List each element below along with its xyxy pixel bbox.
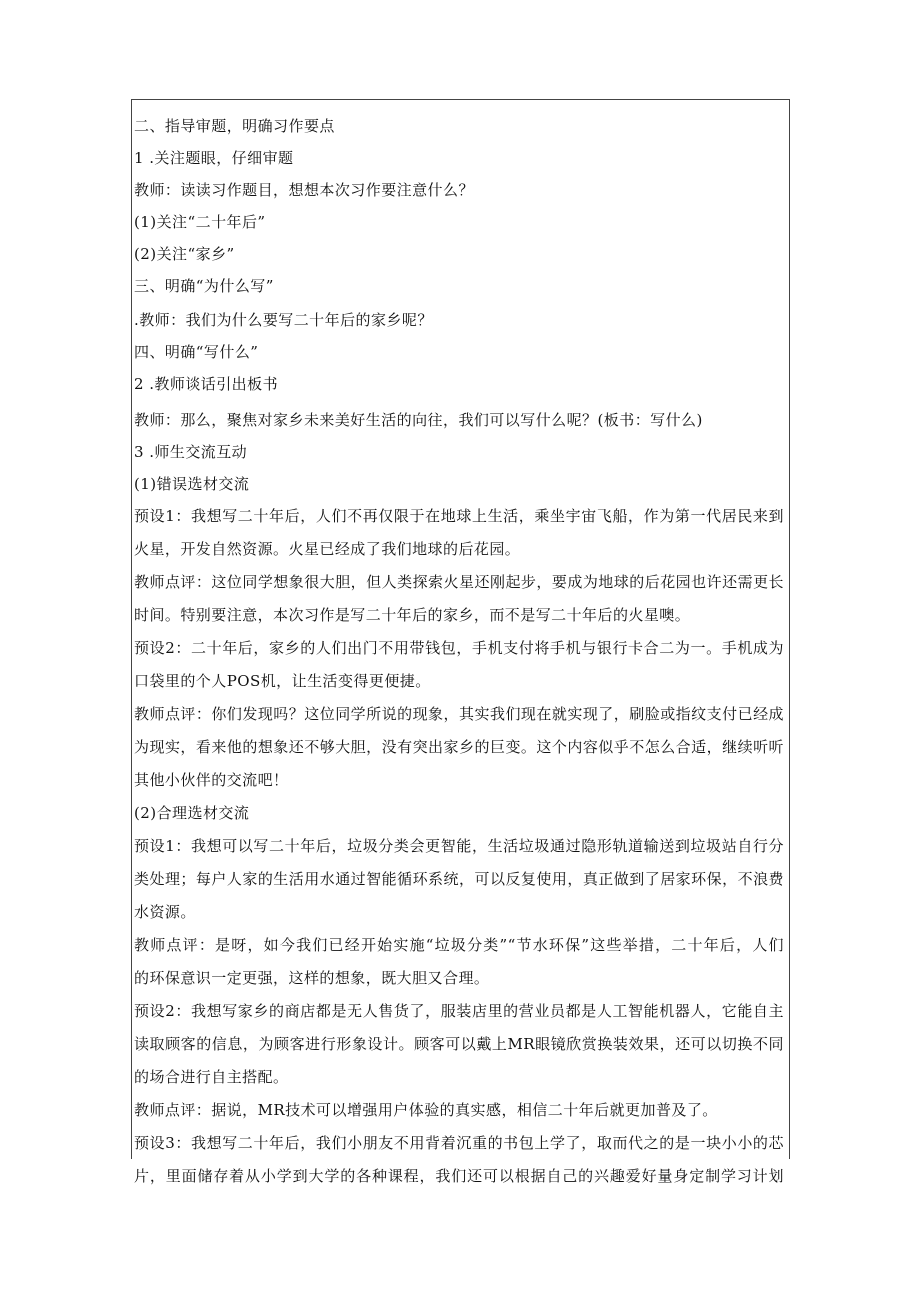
- paragraph-line: 读取顾客的信息，为顾客进行形象设计。顾客可以戴上MR眼镜欣赏换装效果，还可以切换不同: [134, 1035, 784, 1053]
- paragraph-line: 为现实，看来他的想象还不够大胆，没有突出家乡的巨变。这个内容似乎不怎么合适，继续听听: [134, 738, 784, 756]
- paragraph-line: 教师点评：这位同学想象很大胆，但人类探索火星还刚起步，要成为地球的后花园也许还需更长: [134, 573, 784, 591]
- paragraph-line: 片，里面储存着从小学到大学的各种课程，我们还可以根据自己的兴趣爱好量身定制学习计划: [134, 1167, 784, 1185]
- paragraph-line: 其他小伙伴的交流吧！: [134, 771, 289, 789]
- sub-point: (2)合理选材交流: [134, 804, 250, 822]
- sub-point: (1)关注“二十年后”: [134, 213, 266, 231]
- numbered-step: 1 .关注题眼，仔细审题: [134, 149, 294, 167]
- paragraph-line: 火星，开发自然资源。火星已经成了我们地球的后花园。: [134, 540, 521, 558]
- sub-point: (2)关注“家乡”: [134, 245, 235, 263]
- paragraph-line: 教师点评：是呀，如今我们已经开始实施“垃圾分类”“节水环保”这些举措，二十年后，人们: [134, 936, 784, 954]
- paragraph-line: 类处理；每户人家的生活用水通过智能循环系统，可以反复使用，真正做到了居家环保，不浪费: [134, 870, 784, 888]
- paragraph-line: 预设1：我想写二十年后，人们不再仅限于在地球上生活，乘坐宇宙飞船，作为第一代居民来到: [134, 507, 784, 525]
- paragraph-line: 时间。特别要注意，本次习作是写二十年后的家乡，而不是写二十年后的火星噢。: [134, 606, 691, 624]
- paragraph-line: 预设3：我想写二十年后，我们小朋友不用背着沉重的书包上学了，取而代之的是一块小小的芯: [134, 1134, 784, 1152]
- paragraph-line: 教师点评：据说，MR技术可以增强用户体验的真实感，相信二十年后就更加普及了。: [134, 1101, 718, 1119]
- paragraph-line: 预设2：二十年后，家乡的人们出门不用带钱包，手机支付将手机与银行卡合二为一。手机成为: [134, 639, 784, 657]
- paragraph-line: 预设1：我想可以写二十年后，垃圾分类会更智能，生活垃圾通过隐形轨道输送到垃圾站自行分: [134, 837, 784, 855]
- sub-point: (1)错误选材交流: [134, 475, 250, 493]
- numbered-step: 2 .教师谈话引出板书: [134, 375, 279, 393]
- teacher-prompt: 教师：读读习作题目，想想本次习作要注意什么？: [134, 181, 474, 199]
- paragraph-line: 教师点评：你们发现吗？这位同学所说的现象，其实我们现在就实现了，刷脸或指纹支付已经成: [134, 705, 784, 723]
- section-heading: 三、明确“为什么写”: [134, 277, 274, 295]
- paragraph-line: 的环保意识一定更强，这样的想象，既大胆又合理。: [134, 969, 490, 987]
- paragraph-line: 的场合进行自主搭配。: [134, 1068, 289, 1086]
- paragraph-line: 口袋里的个人POS机，让生活变得更便捷。: [134, 672, 431, 690]
- teacher-prompt: 教师：那么，聚焦对家乡未来美好生活的向往，我们可以写什么呢？(板书：写什么): [134, 411, 703, 429]
- paragraph-line: 水资源。: [134, 903, 196, 921]
- numbered-step: 3 .师生交流互动: [134, 443, 248, 461]
- section-heading: 四、明确“写什么”: [134, 343, 259, 361]
- paragraph-line: 预设2：我想写家乡的商店都是无人售货了，服装店里的营业员都是人工智能机器人，它能自主: [134, 1002, 784, 1020]
- section-heading: 二、指导审题，明确习作要点: [134, 117, 335, 135]
- teacher-prompt: .教师：我们为什么要写二十年后的家乡呢？: [134, 311, 433, 329]
